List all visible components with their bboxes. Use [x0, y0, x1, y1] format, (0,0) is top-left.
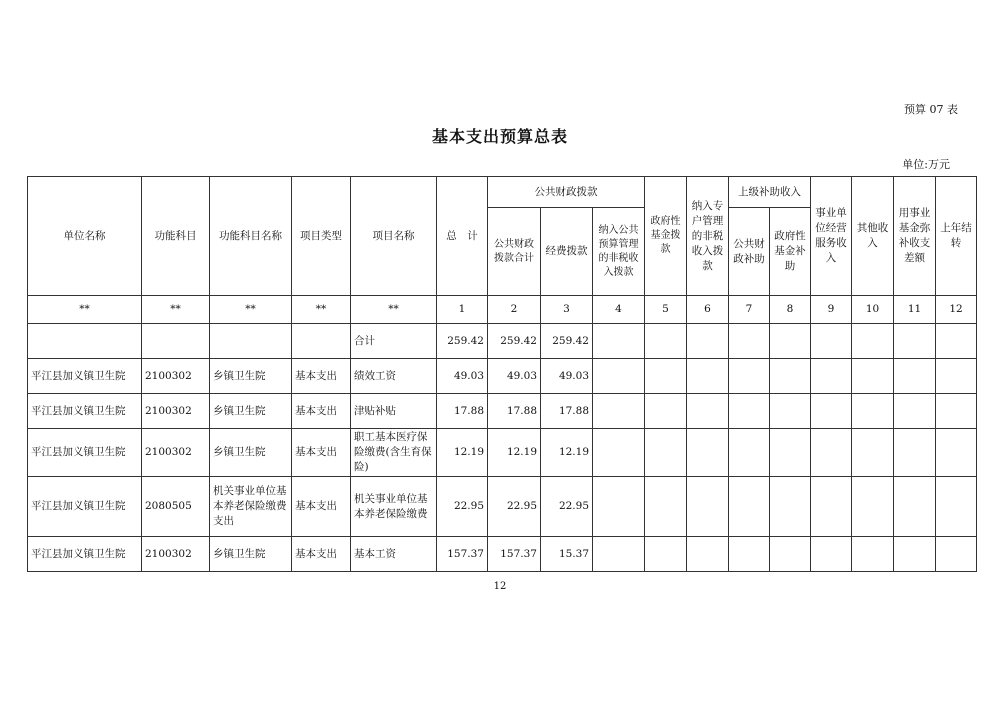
index-cell: 7: [729, 296, 770, 324]
index-cell: 2: [488, 296, 541, 324]
table-row: [28, 394, 977, 429]
index-cell: **: [142, 296, 210, 324]
index-cell: **: [210, 296, 292, 324]
name-cell: 机关事业单位基本养老保险缴费: [351, 477, 437, 537]
header-other-income: 其他收入: [852, 177, 894, 296]
header-fund-balance: 用事业基金弥补收支差额: [894, 177, 936, 296]
func-cell: 乡镇卫生院: [210, 394, 292, 429]
pf-total-cell: 157.37: [488, 537, 541, 572]
page-title: 基本支出预算总表: [431, 127, 568, 146]
name-cell: 津贴补贴: [351, 394, 437, 429]
index-cell: 6: [687, 296, 729, 324]
index-cell: 5: [645, 296, 687, 324]
index-cell: 10: [852, 296, 894, 324]
budget-table: [27, 176, 977, 572]
header-total: 总 计: [437, 177, 488, 296]
header-item-name: 项目名称: [351, 177, 437, 296]
header-gov-fund-subsidy: 政府性基金补助: [770, 208, 811, 296]
code-cell: 2100302: [142, 394, 210, 429]
unit-cell: 平江县加义镇卫生院: [28, 537, 142, 572]
index-cell: 1: [437, 296, 488, 324]
header-public-fiscal-subsidy: 公共财政补助: [729, 208, 770, 296]
code-cell: 2100302: [142, 537, 210, 572]
expense-cell: 12.19: [541, 429, 593, 477]
total-cell: 12.19: [437, 429, 488, 477]
index-cell: 9: [811, 296, 852, 324]
pf-total-cell: 12.19: [488, 429, 541, 477]
func-cell: 乡镇卫生院: [210, 537, 292, 572]
index-cell: 4: [593, 296, 645, 324]
header-nontax: 纳入公共预算管理的非税收入拨款: [593, 208, 645, 296]
expense-cell: 49.03: [541, 359, 593, 394]
name-cell: 绩效工资: [351, 359, 437, 394]
table-row: [28, 477, 977, 537]
func-cell: 乡镇卫生院: [210, 429, 292, 477]
type-cell: 基本支出: [292, 477, 351, 537]
name-cell: 基本工资: [351, 537, 437, 572]
total-cell: 22.95: [437, 477, 488, 537]
code-cell: 2100302: [142, 359, 210, 394]
expense-cell: 22.95: [541, 477, 593, 537]
table-row: [28, 429, 977, 477]
expense-cell: 17.88: [541, 394, 593, 429]
index-cell: **: [351, 296, 437, 324]
unit-cell: 平江县加义镇卫生院: [28, 359, 142, 394]
expense-cell: 15.37: [541, 537, 593, 572]
header-unit-name: 单位名称: [28, 177, 142, 296]
type-cell: 基本支出: [292, 429, 351, 477]
header-carryover: 上年结转: [936, 177, 977, 296]
pf-total-cell: 49.03: [488, 359, 541, 394]
index-cell: 11: [894, 296, 936, 324]
header-func-code: 功能科目: [142, 177, 210, 296]
func-cell: 机关事业单位基本养老保险缴费支出: [210, 477, 292, 537]
total-expense-value: 259.42: [541, 324, 593, 359]
page-number: 12: [493, 581, 507, 592]
type-cell: 基本支出: [292, 537, 351, 572]
name-cell: 职工基本医疗保险缴费(含生育保险): [351, 429, 437, 477]
pf-total-cell: 22.95: [488, 477, 541, 537]
form-number: 预算 07 表: [904, 103, 958, 116]
pf-total-cell: 17.88: [488, 394, 541, 429]
func-cell: 乡镇卫生院: [210, 359, 292, 394]
table-row: [28, 359, 977, 394]
header-expense-grant: 经费拨款: [541, 208, 593, 296]
header-item-type: 项目类型: [292, 177, 351, 296]
table-row: [28, 537, 977, 572]
total-value: 259.42: [437, 324, 488, 359]
total-row: [28, 324, 977, 359]
header-public-fiscal: 公共财政拨款: [488, 177, 645, 208]
header-gov-fund: 政府性基金拨款: [645, 177, 687, 296]
index-cell: 12: [936, 296, 977, 324]
code-cell: 2100302: [142, 429, 210, 477]
index-row: [28, 296, 977, 324]
header-func-name: 功能科目名称: [210, 177, 292, 296]
total-pf-value: 259.42: [488, 324, 541, 359]
total-cell: 49.03: [437, 359, 488, 394]
unit-cell: 平江县加义镇卫生院: [28, 429, 142, 477]
header-upper-subsidy: 上级补助收入: [729, 177, 811, 208]
header-public-fiscal-total: 公共财政拨款合计: [488, 208, 541, 296]
type-cell: 基本支出: [292, 394, 351, 429]
unit-cell: 平江县加义镇卫生院: [28, 477, 142, 537]
index-cell: 8: [770, 296, 811, 324]
header-special-account: 纳入专户管理的非税收入拨款: [687, 177, 729, 296]
code-cell: 2080505: [142, 477, 210, 537]
total-cell: 17.88: [437, 394, 488, 429]
unit-label: 单位:万元: [902, 158, 950, 171]
type-cell: 基本支出: [292, 359, 351, 394]
total-label: 合计: [351, 324, 437, 359]
header-business-income: 事业单位经营服务收入: [811, 177, 852, 296]
index-cell: **: [28, 296, 142, 324]
index-cell: **: [292, 296, 351, 324]
unit-cell: 平江县加义镇卫生院: [28, 394, 142, 429]
index-cell: 3: [541, 296, 593, 324]
total-cell: 157.37: [437, 537, 488, 572]
